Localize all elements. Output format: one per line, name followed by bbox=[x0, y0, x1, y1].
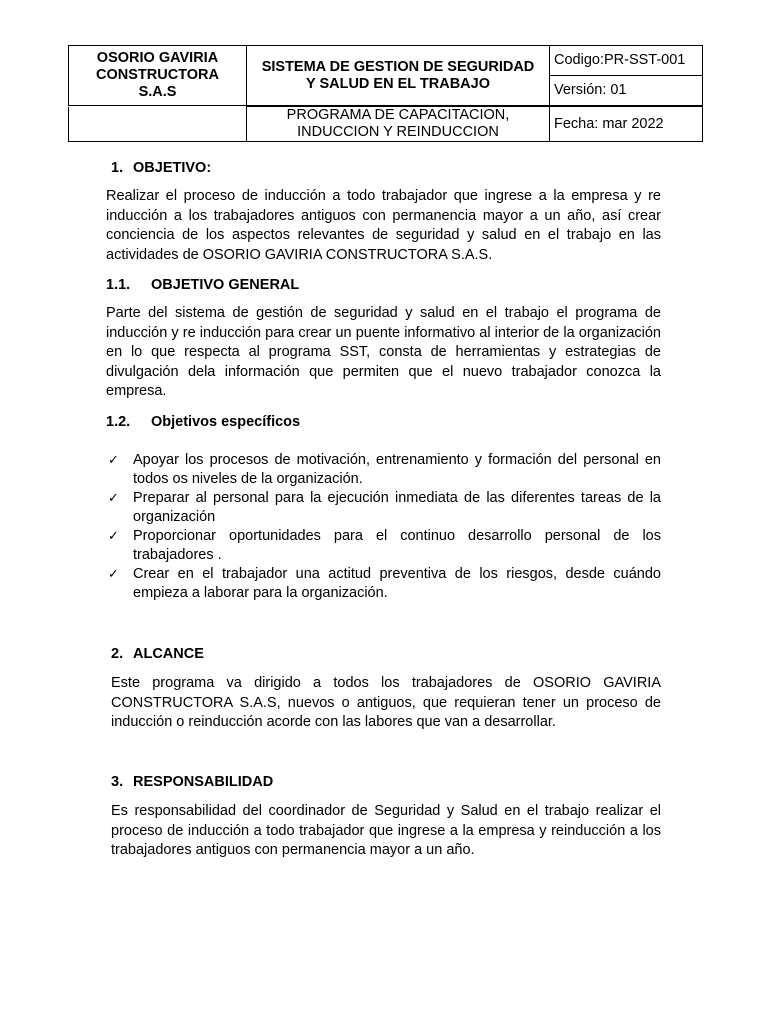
paragraph-text: Realizar el proceso de inducción a todo trabajador que ingrese a la empresa y re inducción a los trabajadores antiguos con permanencia mayor a un año, así crear conciencia de los aspectos relevantes de seguridad y salud en el trabajo en las actividades de OSORIO GAVIRIA CONSTRUCTORA S.A.S. bbox=[106, 188, 661, 263]
system-title bbox=[247, 46, 550, 106]
objetivos-especificos-list bbox=[108, 451, 661, 603]
program-title bbox=[247, 107, 550, 142]
section-number: 1. bbox=[111, 160, 124, 176]
company-cell-continuation bbox=[69, 107, 247, 142]
responsabilidad-paragraph bbox=[111, 802, 661, 861]
section-heading-objetivos-especificos bbox=[106, 413, 300, 432]
section-heading-responsabilidad bbox=[111, 773, 273, 792]
system-title-line-1: SISTEMA DE GESTION DE SEGURIDAD bbox=[261, 58, 535, 75]
company-name-line-1: OSORIO GAVIRIA bbox=[96, 50, 219, 67]
list-item bbox=[108, 489, 661, 527]
document-code: Codigo:PR-SST-001 bbox=[550, 46, 703, 76]
paragraph-text: Es responsabilidad del coordinador de Seguridad y Salud en el trabajo realizar el proceso de inducción a todo trabajador que ingrese a la empresa y reinducción a los trabajadores antiguos con permanencia mayor a un año. bbox=[111, 803, 661, 858]
document-date: Fecha: mar 2022 bbox=[550, 107, 703, 142]
document-version: Versión: 01 bbox=[550, 76, 703, 106]
list-item bbox=[108, 565, 661, 603]
section-heading-alcance bbox=[111, 645, 204, 664]
section-heading-objetivo-general bbox=[106, 276, 299, 295]
section-title: Objetivos específicos bbox=[151, 414, 301, 430]
section-title: RESPONSABILIDAD bbox=[133, 774, 274, 790]
section-number: 1.2. bbox=[106, 414, 131, 430]
paragraph-text: Este programa va dirigido a todos los trabajadores de OSORIO GAVIRIA CONSTRUCTORA S.A.S, nuevos o antiguos, que requieran tener un proceso de inducción o reinducción acorde con las labores que van a desarrollar. bbox=[111, 675, 661, 730]
list-item bbox=[108, 527, 661, 565]
alcance-paragraph bbox=[111, 674, 661, 733]
section-title: ALCANCE bbox=[133, 646, 204, 662]
section-number: 3. bbox=[111, 774, 124, 790]
check-icon: ✓ bbox=[108, 529, 119, 544]
list-item-text: Apoyar los procesos de motivación, entrenamiento y formación del personal en todos os niveles de la organización. bbox=[133, 452, 661, 487]
paragraph-text: Parte del sistema de gestión de seguridad y salud en el trabajo el programa de inducción y re inducción para crear un puente informativo al interior de la organización en lo que respecta al programa SST, consta de herramientas y estrategias de divulgación dela información que permiten que el nuevo trabajador conozca la empresa. bbox=[106, 305, 661, 399]
document-header-subrow bbox=[68, 106, 703, 142]
objetivo-general-paragraph bbox=[106, 304, 661, 402]
list-item-text: Crear en el trabajador una actitud preventiva de los riesgos, desde cuándo empieza a laborar para la organización. bbox=[133, 566, 661, 601]
section-number: 2. bbox=[111, 646, 124, 662]
program-title-line-1: PROGRAMA DE CAPACITACION, bbox=[286, 107, 510, 123]
company-name bbox=[69, 46, 247, 106]
company-name-line-2: CONSTRUCTORA bbox=[96, 67, 219, 84]
section-title: OBJETIVO: bbox=[133, 160, 212, 176]
section-heading-objetivo bbox=[111, 159, 211, 178]
list-item-text: Proporcionar oportunidades para el continuo desarrollo personal de los trabajadores . bbox=[133, 528, 661, 563]
objetivo-paragraph bbox=[106, 187, 661, 265]
list-item-text: Preparar al personal para la ejecución inmediata de las diferentes tareas de la organización bbox=[133, 490, 661, 525]
system-title-line-2: Y SALUD EN EL TRABAJO bbox=[306, 75, 490, 92]
section-number: 1.1. bbox=[106, 277, 131, 293]
company-name-line-3: S.A.S bbox=[138, 84, 177, 101]
check-icon: ✓ bbox=[108, 453, 119, 468]
list-item bbox=[108, 451, 661, 489]
section-title: OBJETIVO GENERAL bbox=[151, 277, 300, 293]
check-icon: ✓ bbox=[108, 491, 119, 506]
check-icon: ✓ bbox=[108, 567, 119, 582]
program-title-line-2: INDUCCION Y REINDUCCION bbox=[297, 124, 499, 140]
